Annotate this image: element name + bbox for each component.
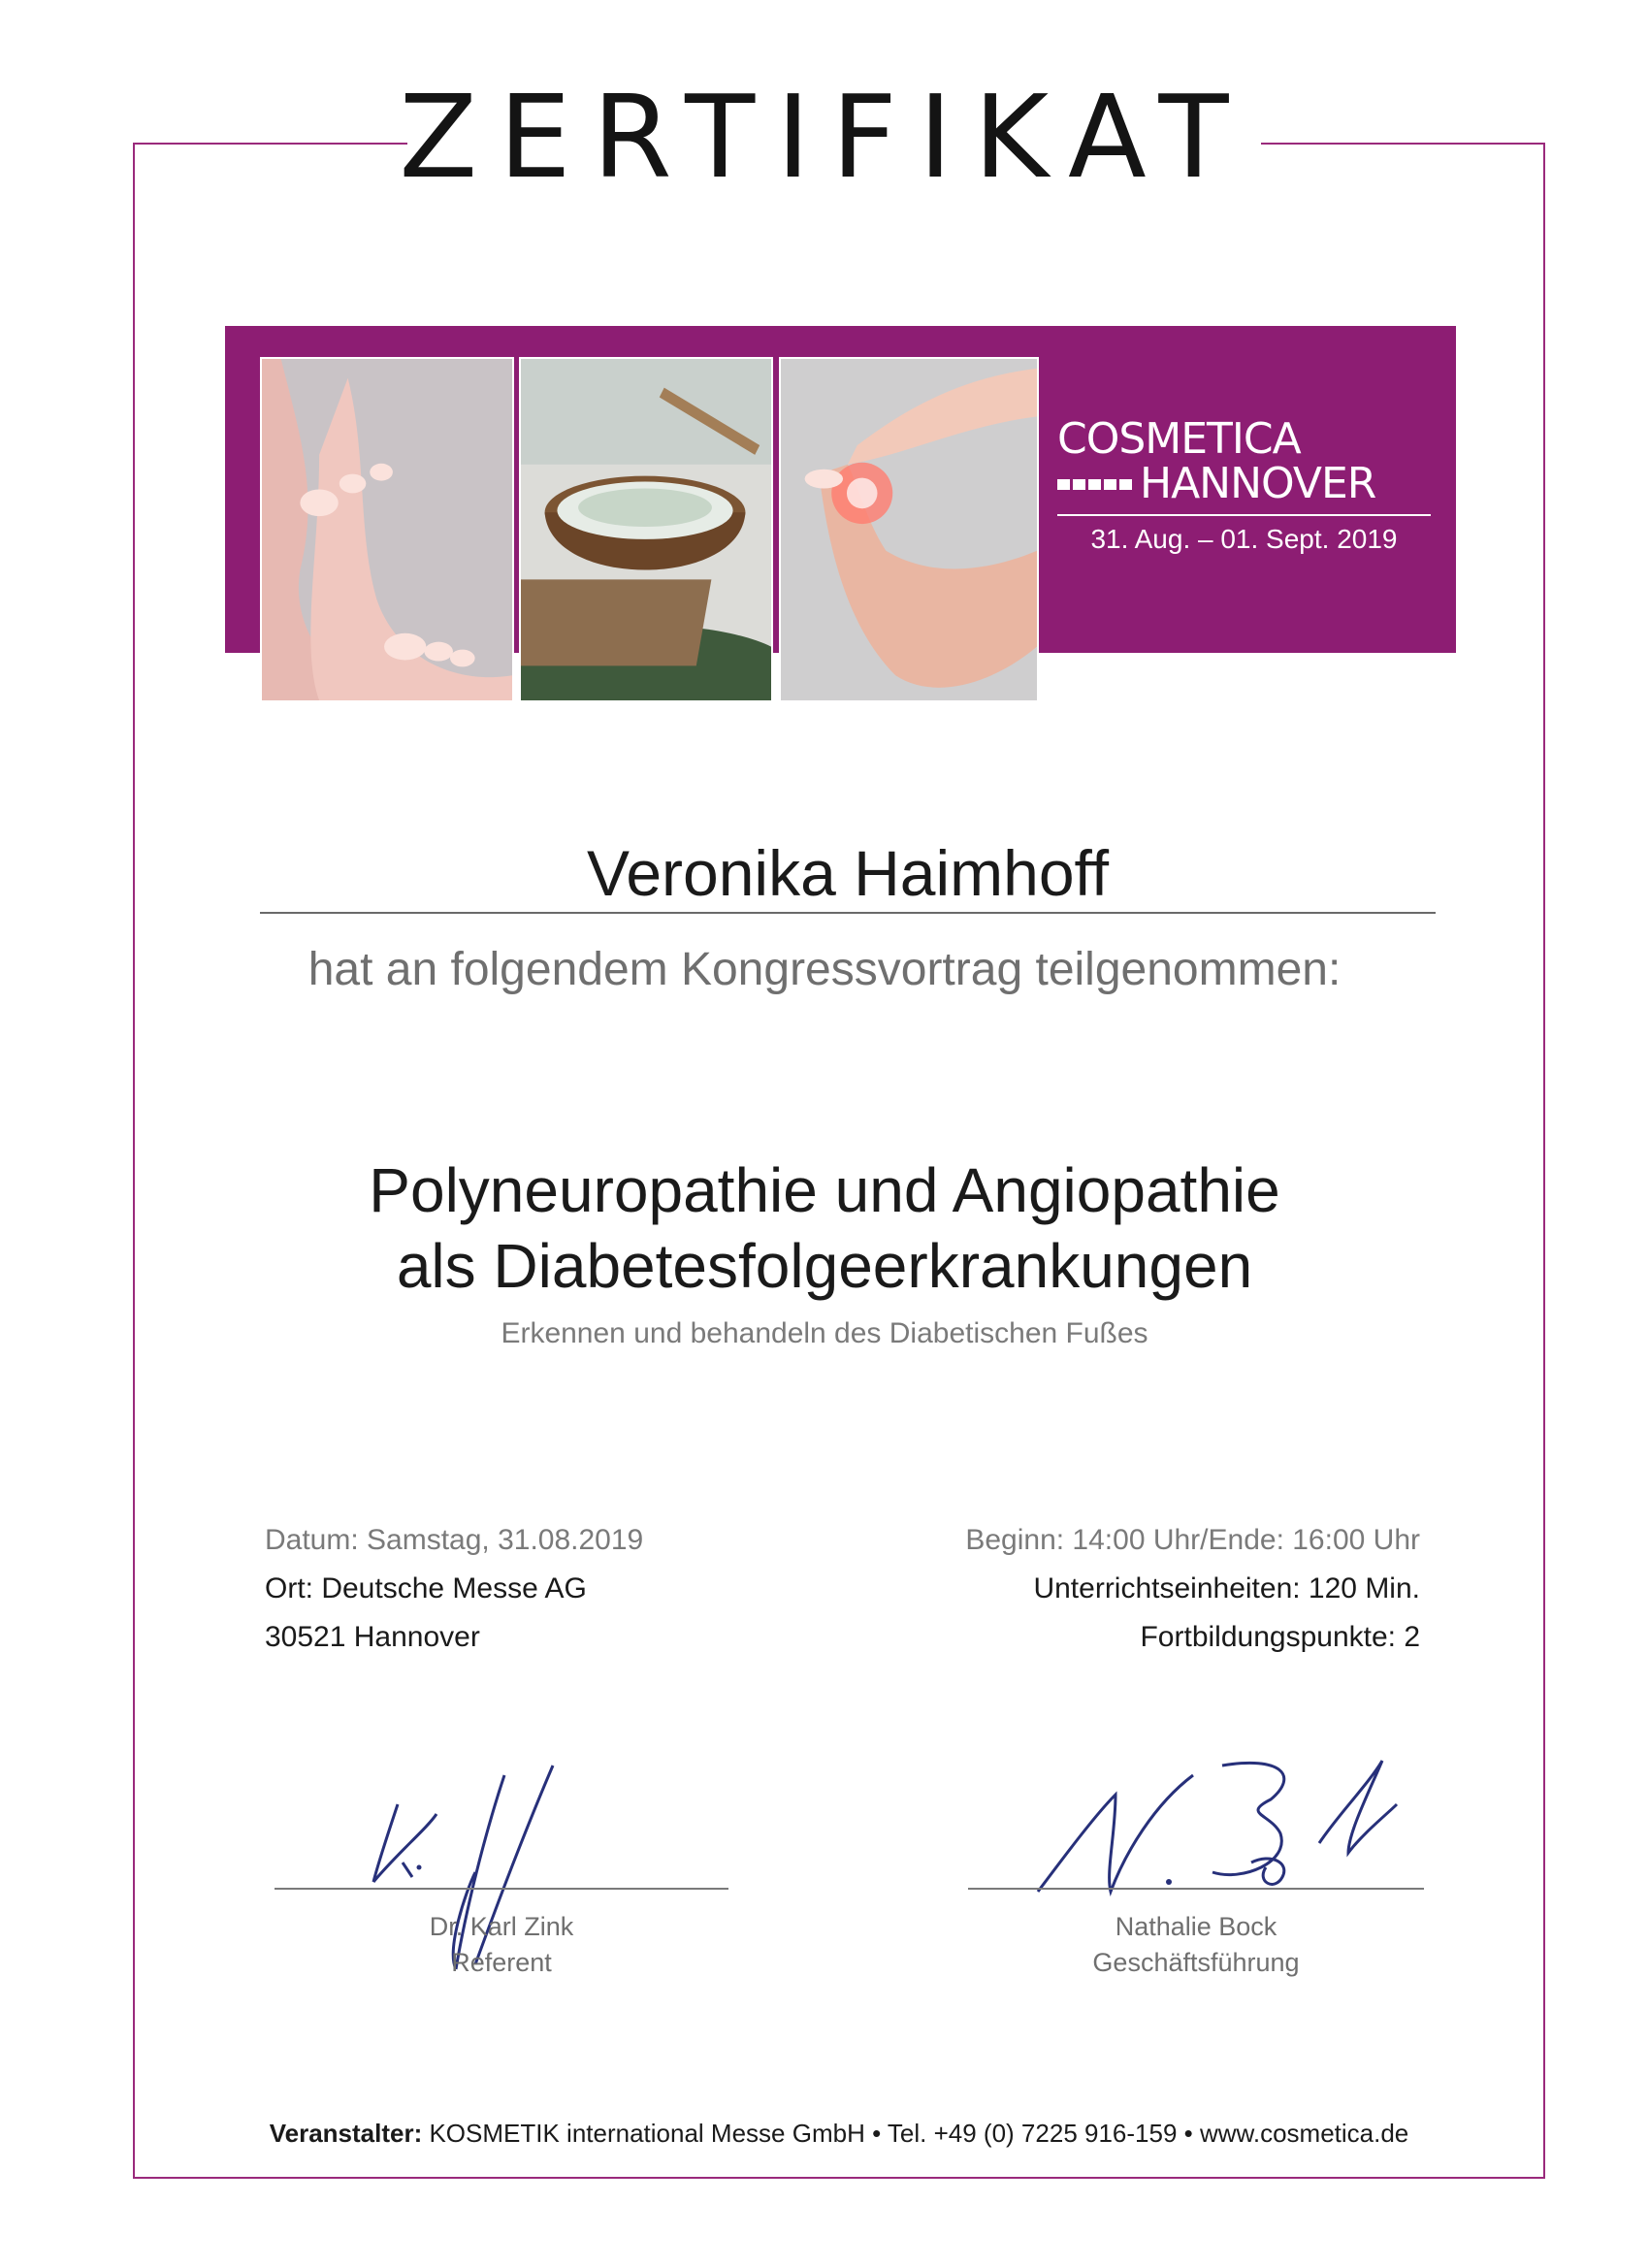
brand-squares-icon xyxy=(1057,479,1132,490)
certificate-title: ZERTIFIKAT xyxy=(399,70,1250,204)
speaker-name: Dr. Karl Zink xyxy=(429,1912,574,1941)
talk-title-line-2: als Diabetesfolgeerkrankungen xyxy=(396,1231,1253,1301)
event-brand xyxy=(1057,414,1436,555)
event-details-left xyxy=(265,1516,643,1662)
event-details-right xyxy=(965,1516,1420,1662)
manager-name: Nathalie Bock xyxy=(1115,1912,1277,1941)
teaching-units: Unterrichtseinheiten: 120 Min. xyxy=(1033,1572,1420,1604)
talk-subtitle: Erkennen und behandeln des Diabetischen Fußes xyxy=(501,1317,1148,1349)
participation-statement: hat an folgendem Kongressvortrag teilgenommen: xyxy=(307,944,1342,995)
talk-title xyxy=(194,1152,1455,1304)
brand-divider xyxy=(1057,514,1431,516)
brand-row xyxy=(1057,459,1436,508)
brand-hannover: HANNOVER xyxy=(1140,459,1376,508)
event-date: Datum: Samstag, 31.08.2019 xyxy=(265,1524,644,1556)
training-points: Fortbildungspunkte: 2 xyxy=(1140,1621,1420,1653)
organizer-details: KOSMETIK international Messe GmbH • Tel. +49 (0) 7225 916-159 • www.cosmetica.de xyxy=(429,2119,1409,2148)
event-time: Beginn: 14:00 Uhr/Ende: 16:00 Uhr xyxy=(965,1524,1420,1556)
speaker-signature-block xyxy=(275,1909,728,1981)
speaker-role: Referent xyxy=(451,1948,552,1977)
organizer-label: Veranstalter: xyxy=(269,2119,423,2148)
talk-title-line-1: Polyneuropathie und Angiopathie xyxy=(369,1155,1280,1225)
signature-line-management xyxy=(968,1888,1424,1890)
organizer-footer xyxy=(133,2119,1545,2149)
management-signature-block xyxy=(968,1909,1424,1981)
signature-right xyxy=(1028,1746,1416,1911)
name-underline xyxy=(260,912,1436,914)
event-city: 30521 Hannover xyxy=(265,1621,480,1653)
bath-salt-bowl-photo xyxy=(519,357,773,702)
participant-name: Veronika Haimhoff xyxy=(586,837,1110,909)
heel-pain-photo xyxy=(779,357,1039,702)
event-place: Ort: Deutsche Messe AG xyxy=(265,1572,587,1604)
manager-role: Geschäftsführung xyxy=(1092,1948,1300,1977)
event-dates: 31. Aug. – 01. Sept. 2019 xyxy=(1090,524,1398,554)
feet-photo xyxy=(260,357,514,702)
brand-cosmetica: COSMETICA xyxy=(1057,414,1301,464)
signature-line-speaker xyxy=(275,1888,728,1890)
